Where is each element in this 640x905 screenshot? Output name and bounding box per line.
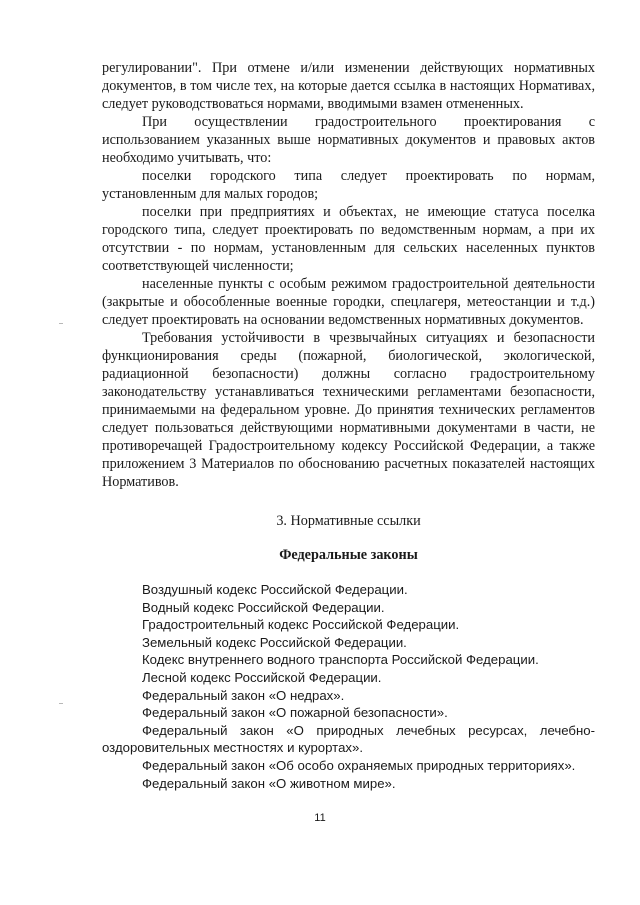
subsection-heading: Федеральные законы [279,547,418,563]
list-item: Федеральный закон «О природных лечебных ресурсах, лечебно-оздоровительных местностях и курортах». [102,722,595,756]
list-item: Лесной кодекс Российской Федерации. [142,669,382,685]
list-item: Федеральный закон «О животном мире». [142,775,396,791]
list-item: поселки городского типа следует проектировать по нормам, установленным для малых городов; [102,168,595,202]
list-item: Федеральный закон «Об особо охраняемых природных территориях». [142,757,576,773]
section-heading: 3. Нормативные ссылки [276,513,421,529]
list-item: поселки при предприятиях и объектах, не имеющие статуса поселка городского типа, следует проектировать по ведомственным нормам, а при их отсутствии - по нормам, установленным для сельских населенных пунктов соответствующей численности; [102,204,595,274]
list-item: населенные пункты с особым режимом градостроительной деятельности (закрытые и обособленные военные городки, спецлагеря, метеостанции и т.д.) следует проектировать на основании ведомственных нормативных документов. [102,276,595,328]
list-item: Кодекс внутреннего водного транспорта Российской Федерации. [142,652,539,668]
body-text [102,59,595,491]
paragraph: При осуществлении градостроительного проектирования с использованием указанных выше нормативных документов и правовых актов необходимо учитывать, что: [102,114,595,166]
list-item: Федеральный закон «О недрах». [142,687,345,703]
scan-mark [59,323,63,324]
list-item: Водный кодекс Российской Федерации. [142,599,385,615]
list-item: Федеральный закон «О пожарной безопасности». [142,705,448,721]
list-item: Воздушный кодекс Российской Федерации. [142,582,408,597]
laws-list [102,581,595,792]
list-item: Градостроительный кодекс Российской Федерации. [142,617,460,633]
paragraph: Требования устойчивости в чрезвычайных ситуациях и безопасности функционирования среды (пожарной, биологической, экологической, радиационной безопасности) должны согласно градостроительному законодательству устанавливаться техническими регламентами безопасности, принимаемыми на федеральном уровне. До принятия технических регламентов следует пользоваться действующими нормативными документами в части, не противоречащей Градостроительному кодексу Российской Федерации, а также приложением 3 Материалов по обоснованию расчетных показателей настоящих Нормативов. [102,330,595,490]
list-item: Земельный кодекс Российской Федерации. [142,634,407,650]
paragraph-continuation: регулировании". При отмене и/или изменении действующих нормативных документов, в том числе тех, на которые дается ссылка в настоящих Нормативах, следует руководствоваться нормами, вводимыми взамен отмененных. [102,60,595,112]
page-number: 11 [314,812,326,824]
scan-mark [59,703,63,704]
